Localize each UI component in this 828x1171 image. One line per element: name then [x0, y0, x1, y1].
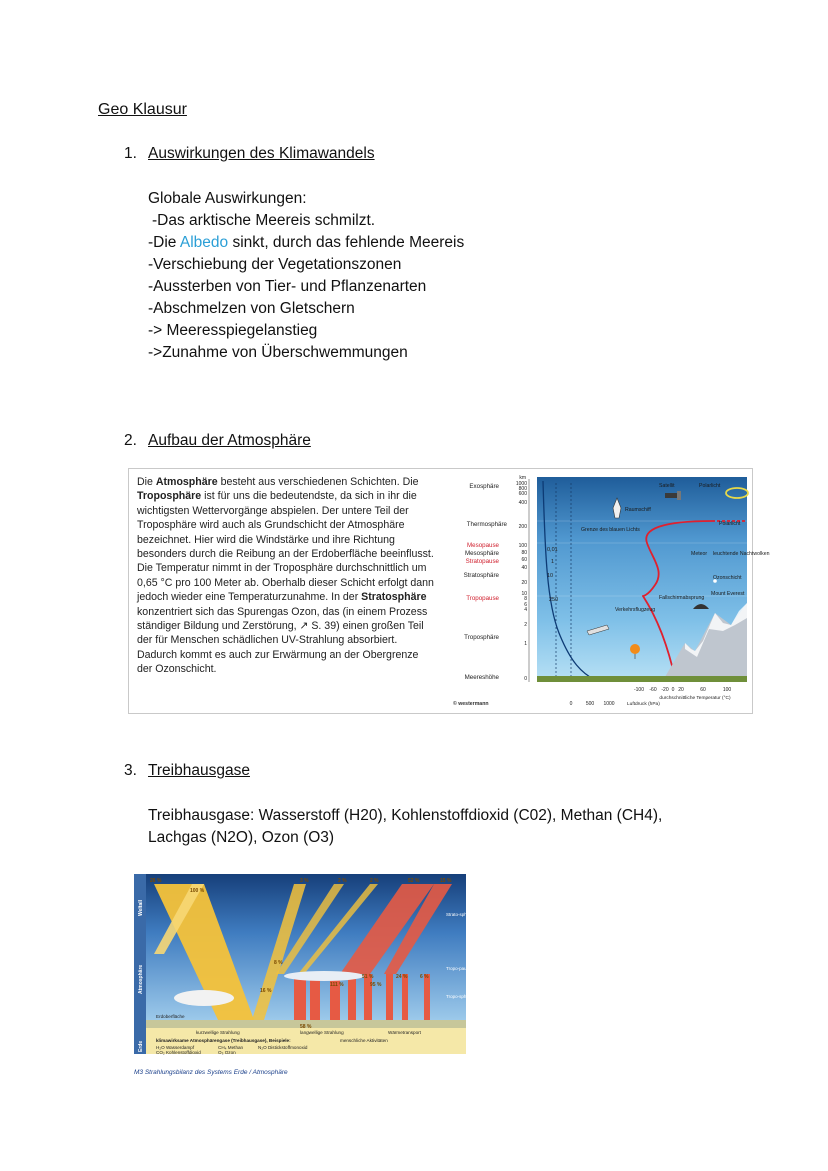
- km-tick: 1: [524, 641, 527, 647]
- pct-label: 2 %: [338, 878, 347, 884]
- effect-item: -Verschiebung der Vegetationszonen: [148, 256, 402, 273]
- atmosphere-diagram: [447, 473, 770, 711]
- layer-label: Thermosphäre: [466, 521, 507, 528]
- side-label: Atmosphäre: [138, 964, 144, 994]
- effect-item: -Abschmelzen von Gletschern: [148, 300, 355, 317]
- gas-item: CO₂ Kohlenstoffdioxid: [156, 1050, 201, 1055]
- km-tick: 200: [518, 524, 527, 530]
- layer-label: Strato-sphäre: [446, 912, 474, 917]
- temperature-tick: 60: [700, 687, 706, 693]
- pct-label: 16 %: [260, 988, 272, 994]
- pct-label: 15 %: [440, 878, 452, 884]
- km-tick: 400: [518, 500, 527, 506]
- km-tick: 20: [521, 580, 527, 586]
- bottom-label: Wärmetransport: [388, 1030, 421, 1035]
- effect-item: -Das arktische Meereis schmilzt.: [152, 212, 376, 229]
- pct-label: 6 %: [420, 974, 429, 980]
- temperature-tick: -100: [633, 687, 645, 693]
- effect-item: ->Zunahme von Überschwemmungen: [148, 344, 408, 361]
- pct-label: 8 %: [274, 960, 283, 966]
- pct-label: 58 %: [300, 1024, 312, 1030]
- side-label: Weltall: [138, 899, 144, 916]
- pressure-axis-label: Luftdruck (hPa): [627, 702, 660, 707]
- km-tick: 60: [521, 557, 527, 563]
- layer-label: Mesopause: [467, 542, 499, 549]
- balloon-icon: [630, 644, 640, 654]
- temperature-tick: -20: [661, 687, 669, 693]
- label-airplane: Verkehrsflugzeug: [615, 607, 656, 613]
- pressure-mark: 250: [549, 597, 559, 603]
- pct-label: 100 %: [190, 888, 205, 894]
- km-tick: 4: [524, 607, 527, 613]
- bold-term: Stratosphäre: [361, 591, 427, 604]
- layer-label: Exosphäre: [469, 483, 499, 490]
- bold-term: Troposphäre: [137, 490, 202, 503]
- km-tick: 10: [521, 591, 527, 597]
- figure-caption: M3 Strahlungsbilanz des Systems Erde / Atmosphäre: [134, 1069, 288, 1076]
- document-title: Geo Klausur: [98, 101, 187, 118]
- km-tick: 0: [524, 676, 527, 682]
- label-ozone: Ozonschicht: [713, 575, 742, 581]
- km-tick: 800: [518, 486, 527, 492]
- temperature-tick: 0: [671, 687, 675, 693]
- pressure-mark: 1: [551, 559, 555, 565]
- pressure-tick: 500: [585, 701, 595, 707]
- temperature-axis-label: durchschnittliche Temperatur (°C): [659, 696, 731, 701]
- greenhouse-line: Lachgas (N2O), Ozon (O3): [148, 829, 335, 846]
- effect-item: -Aussterben von Tier- und Pflanzenarten: [148, 278, 427, 295]
- layer-label: Troposphäre: [464, 634, 499, 641]
- gas-item: N₂O Distickstoffmonoxid: [258, 1045, 308, 1050]
- publisher-credit: © westermann: [453, 701, 489, 707]
- bottom-label: langwellige Strahlung: [300, 1030, 344, 1035]
- km-tick: 2: [524, 622, 527, 628]
- label-everest: Mount Everest: [711, 591, 745, 597]
- albedo-term: Albedo: [179, 234, 229, 251]
- temperature-tick: -60: [649, 687, 657, 693]
- text-run: konzentriert sich das Spurengas Ozon, das (in einem Prozess ständiger Bildung und Zerstörung, ↗ S. 39) einen großen Teil der für Menschen schädlichen UV-Strahlung absorbiert. Dadurch kommt es auch zur Erwärmung an der Obergrenze der Ozonschicht.: [137, 605, 428, 676]
- section-title: Auswirkungen des Klimawandels: [148, 145, 375, 162]
- section-number: 2.: [124, 432, 137, 449]
- effect-text: -Die: [148, 234, 180, 251]
- radiation-balance-figure: [134, 874, 474, 1070]
- label-aurora: Polarlicht: [699, 483, 721, 489]
- effect-item: -> Meeresspiegelanstieg: [148, 322, 318, 339]
- layer-label: Tropopause: [466, 595, 499, 602]
- layer-label: Stratopause: [465, 558, 499, 565]
- pct-label: 95 %: [370, 982, 382, 988]
- pct-label: 111 %: [330, 982, 344, 988]
- section-number: 3.: [124, 762, 137, 779]
- pct-label: 51 %: [362, 974, 374, 980]
- pressure-tick: 1000: [603, 701, 615, 707]
- km-tick: 100: [518, 543, 527, 549]
- temperature-tick: 20: [678, 687, 684, 693]
- label-parachute: Fallschirmabsprung: [659, 595, 705, 601]
- effects-intro: Globale Auswirkungen:: [148, 190, 307, 207]
- section-1-heading: [124, 145, 375, 163]
- bold-term: Atmosphäre: [155, 476, 218, 488]
- pct-label: 3 %: [300, 878, 309, 884]
- km-tick: 80: [521, 550, 527, 556]
- pressure-mark: 10: [547, 573, 554, 579]
- label-blue-light: Grenze des blauen Lichts: [581, 527, 640, 533]
- section-2-heading: [124, 432, 311, 450]
- pressure-mark: 0,01: [547, 547, 558, 553]
- km-tick: 6: [524, 602, 527, 608]
- layer-label: Mesosphäre: [464, 550, 499, 557]
- text-run: Die: [137, 476, 156, 488]
- atmosphere-text: [137, 475, 435, 677]
- text-run: besteht aus verschiedenen Schichten. Die: [217, 476, 419, 488]
- pct-label: 26 %: [150, 878, 162, 884]
- bottom-label: kurzwellige Strahlung: [196, 1030, 240, 1035]
- greenhouse-text: [148, 805, 662, 849]
- section-title: Treibhausgase: [148, 762, 250, 779]
- atmosphere-figure: [128, 468, 770, 714]
- effect-item: [148, 232, 464, 254]
- km-tick: 1000: [515, 481, 527, 487]
- cloud-icon: [174, 990, 234, 1006]
- text-run: ist für uns die bedeutendste, da sich in ihr die wichtigsten Wettervorgänge abspielen. Der untere Teil der Troposphäre wird auch als Grundschicht der Atmosphäre bezeichnet. Hier wird die Windstärke und ihre Richtung besonders durch die Reibung an der Erdoberfläche beeinflusst.: [137, 490, 434, 561]
- gas-item: CH₄ Methan: [218, 1045, 244, 1050]
- pct-label: 24 %: [396, 974, 408, 980]
- km-tick: 40: [521, 565, 527, 571]
- label-meteor: Meteor: [691, 551, 708, 557]
- km-tick: 8: [524, 596, 527, 602]
- layer-label: Stratosphäre: [463, 572, 499, 579]
- pressure-tick: 0: [569, 701, 573, 707]
- layer-label: Tropo-pause: [446, 966, 472, 971]
- effects-list: [148, 188, 464, 364]
- section-3-heading: [124, 762, 250, 780]
- label-spaceship: Raumschiff: [625, 507, 651, 513]
- greenhouse-line: Treibhausgase: Wasserstoff (H20), Kohlenstoffdioxid (C02), Methan (CH4),: [148, 807, 663, 824]
- section-title: Aufbau der Atmosphäre: [148, 432, 311, 449]
- gas-item: H₂O Wasserdampf: [156, 1045, 195, 1050]
- effect-text: sinkt, durch das fehlende Meereis: [228, 234, 465, 251]
- label-nightclouds: leuchtende Nachtwolken: [713, 551, 770, 557]
- pct-label: 2 %: [370, 878, 379, 884]
- gas-item: O₃ Ozon: [218, 1050, 236, 1055]
- km-unit: km: [519, 475, 526, 481]
- side-label: Erde: [138, 1040, 144, 1052]
- section-number: 1.: [124, 145, 137, 162]
- temperature-tick: 100: [722, 687, 732, 693]
- km-tick: 600: [518, 491, 527, 497]
- pct-label: 52 %: [408, 878, 420, 884]
- layer-label: Tropo-sphäre: [446, 994, 473, 999]
- text-run: Die Temperatur nimmt in der Troposphäre durchschnittlich um 0,65 °C pro 100 Meter ab. Oberhalb dieser Schicht erfolgt dann jedoch wieder eine Temperaturzunahme. In der: [137, 562, 434, 604]
- layer-label: Meereshöhe: [464, 674, 499, 681]
- label-satellite: Satellit: [659, 483, 675, 489]
- label-aurora-2: Polarlicht: [719, 521, 741, 527]
- ground-label: Erdoberfläche: [156, 1014, 185, 1019]
- legend-label: klimawirksame Atmosphärengase (Treibhausgase), Beispiele:: [156, 1038, 291, 1043]
- human-label: menschliche Aktivitäten: [340, 1038, 388, 1043]
